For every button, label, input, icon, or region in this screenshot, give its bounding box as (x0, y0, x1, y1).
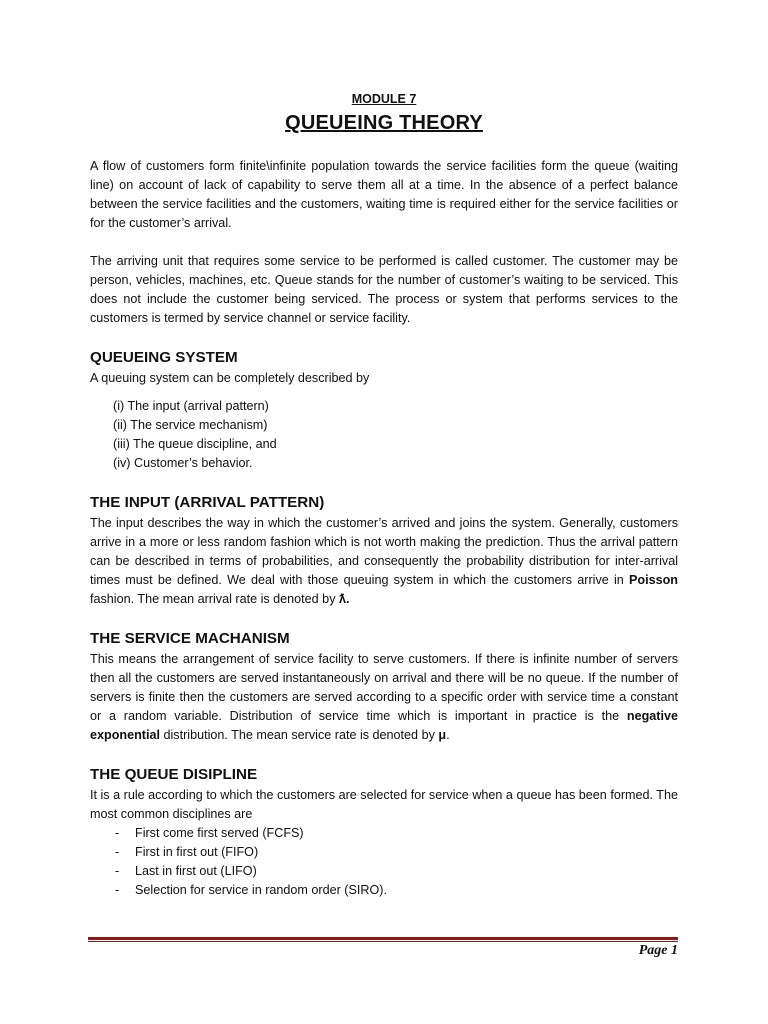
section-paragraph: The input describes the way in which the customer’s arrived and joins the system. Generally, customers arrive in a more or less random fashion which is not worth making the prediction. Thus the arrival pattern can be described in terms of probabilities, and consequently the probability distribution for inter-arrival times must be defined. We deal with those queuing system in which the customers arrive in Poisson fashion. The mean arrival rate is denoted by ƛ. (90, 516, 678, 606)
section-queueing-system (90, 347, 678, 473)
footer-rule-thick (88, 937, 678, 940)
section-paragraph: It is a rule according to which the customers are selected for service when a queue has been formed. The most common disciplines are (90, 788, 678, 821)
intro-paragraph-1: A flow of customers form finite\infinite population towards the service facilities form the queue (waiting line) on account of lack of capability to serve them all at a time. In the absence of a perfect balance between the service facilities and the customers, waiting time is required either for the service facilities or for the customer’s arrival. (90, 159, 678, 230)
section-heading: THE INPUT (ARRIVAL PATTERN) (90, 494, 325, 511)
disciplines-list (90, 824, 678, 900)
section-heading: THE SERVICE MACHANISM (90, 630, 290, 647)
list-item: (iv) Customer’s behavior. (113, 456, 253, 470)
list-item: - First come first served (FCFS) (115, 826, 304, 840)
bold-term: Poisson (629, 573, 678, 587)
list-item: (i) The input (arrival pattern) (113, 399, 269, 413)
bold-term: negative exponential (90, 709, 678, 742)
section-service (90, 628, 678, 745)
lambda-symbol: ƛ. (339, 592, 350, 606)
list-item: - Selection for service in random order (SIRO). (115, 883, 387, 897)
module-label: MODULE 7 (351, 92, 417, 106)
section-discipline (90, 764, 678, 900)
section-input (90, 492, 678, 609)
page-number: Page 1 (638, 943, 678, 958)
footer-rule-thin (88, 941, 678, 942)
section-heading: THE QUEUE DISIPLINE (90, 766, 258, 783)
page-title: QUEUEING THEORY (285, 112, 483, 134)
intro-paragraph-2: The arriving unit that requires some service to be performed is called customer. The customer may be person, vehicles, machines, etc. Queue stands for the number of customer’s waiting to be serviced. This does not include the customer being serviced. The process or system that performs services to the customers is termed by service channel or service facility. (90, 254, 678, 325)
section-lead: A queuing system can be completely described by (90, 371, 370, 385)
list-item: (iii) The queue discipline, and (113, 437, 277, 451)
mu-symbol: μ (438, 728, 447, 742)
section-paragraph: This means the arrangement of service facility to serve customers. If there is infinite number of servers then all the customers are served instantaneously on arrival and there will be no queue. If the number of servers is finite then the customers are served according to a specific order with service time a constant or a random variable. Distribution of service time which is important in practice is the negative exponential distribution. The mean service rate is denoted by μ. (90, 652, 678, 742)
document-body (90, 157, 678, 900)
section-heading: QUEUEING SYSTEM (90, 349, 238, 366)
list-item: - First in first out (FIFO) (115, 845, 259, 859)
components-list (90, 397, 678, 473)
list-item: (ii) The service mechanism) (113, 418, 268, 432)
list-item: - Last in first out (LIFO) (115, 864, 257, 878)
